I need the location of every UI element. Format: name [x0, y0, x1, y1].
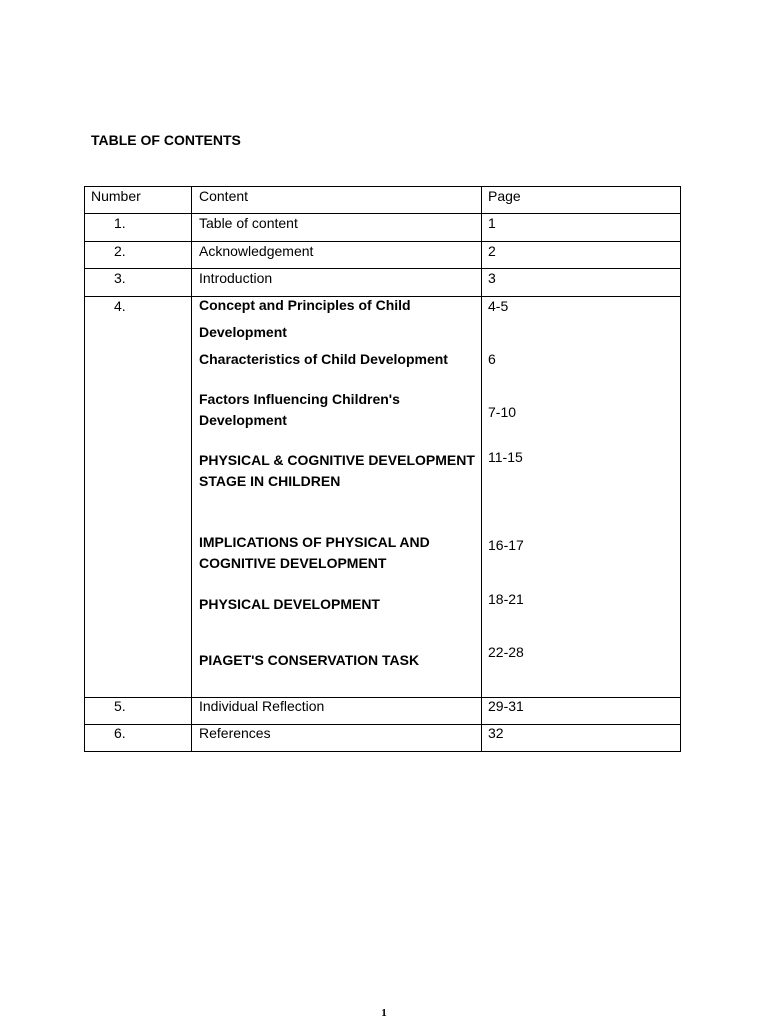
- page-number: 1: [381, 1007, 387, 1019]
- row-page: 1: [488, 215, 496, 231]
- row-content: Factors Influencing Children's Development: [199, 391, 400, 428]
- row-content: Introduction: [199, 270, 273, 286]
- row-page: 7-10: [488, 404, 517, 420]
- row-number: 2.: [114, 243, 126, 259]
- row-number: 1.: [114, 215, 126, 231]
- row-content: References: [199, 725, 271, 741]
- row-content: Acknowledgement: [199, 243, 314, 259]
- row-number: 6.: [114, 725, 126, 741]
- row-divider: [84, 268, 681, 269]
- contents-table: [84, 186, 681, 752]
- row-number: 5.: [114, 698, 126, 714]
- row-divider: [84, 241, 681, 242]
- row-page: 32: [488, 725, 504, 741]
- row-content: Table of content: [199, 215, 298, 231]
- row-content: PHYSICAL DEVELOPMENT: [199, 596, 380, 612]
- row-content: PHYSICAL & COGNITIVE DEVELOPMENT STAGE IN CHILDREN: [199, 452, 475, 489]
- page-title: TABLE OF CONTENTS: [91, 132, 241, 148]
- row-content: PIAGET'S CONSERVATION TASK: [199, 652, 420, 668]
- row-divider: [84, 724, 681, 725]
- row-page: 4-5: [488, 298, 509, 314]
- row-page: 3: [488, 270, 496, 286]
- column-header-number: Number: [91, 188, 141, 204]
- row-divider: [84, 213, 681, 214]
- row-content: Characteristics of Child Development: [199, 351, 448, 367]
- column-divider: [191, 186, 192, 752]
- row-divider: [84, 697, 681, 698]
- row-page: 29-31: [488, 698, 524, 714]
- row-page: 22-28: [488, 644, 524, 660]
- row-page: 18-21: [488, 591, 524, 607]
- column-header-page: Page: [488, 188, 521, 204]
- row-content: IMPLICATIONS OF PHYSICAL AND COGNITIVE DEVELOPMENT: [199, 534, 430, 571]
- row-number: 4.: [114, 298, 126, 314]
- row-content: Concept and Principles of Child Development: [199, 297, 411, 340]
- row-page: 6: [488, 351, 496, 367]
- row-page: 11-15: [488, 449, 523, 465]
- row-page: 16-17: [488, 537, 524, 553]
- row-page: 2: [488, 243, 496, 259]
- column-header-content: Content: [199, 188, 249, 204]
- row-number: 3.: [114, 270, 126, 286]
- row-content: Individual Reflection: [199, 698, 325, 714]
